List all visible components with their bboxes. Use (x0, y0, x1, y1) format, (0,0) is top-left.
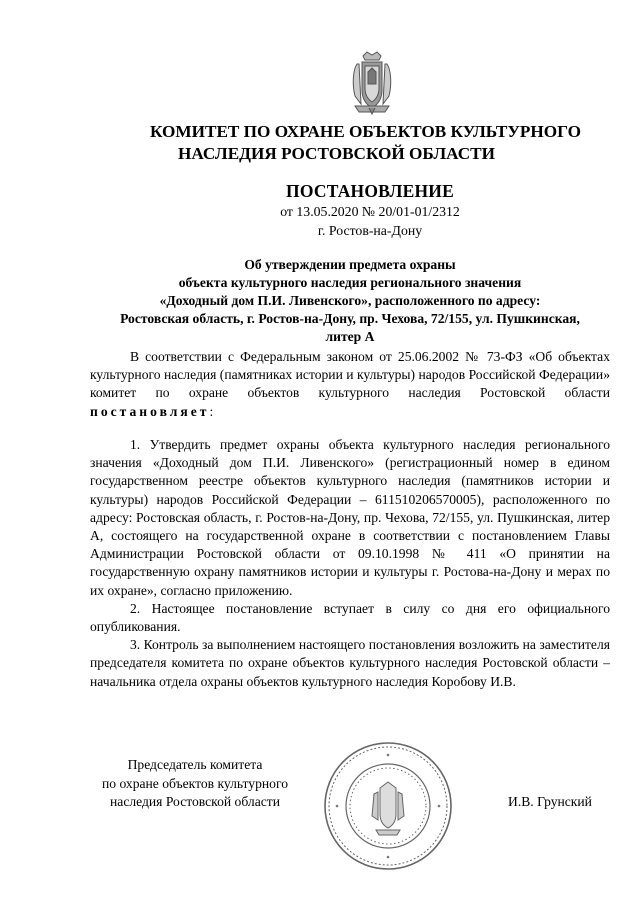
document-title: ПОСТАНОВЛЕНИЕ (286, 181, 454, 201)
resolution-item-3: 3. Контроль за выполнением настоящего постановления возложить на заместителя председателя комитета по охране объектов культурного наследия Ростовской области – начальника отдела охраны объектов культурного наследия Коробову И.В. (90, 637, 610, 689)
subject-line: Об утверждении предмета охраны (244, 257, 456, 272)
signer-position-line: по охране объектов культурного (101, 775, 289, 791)
document-subject (90, 256, 610, 346)
coat-of-arms-icon (349, 50, 395, 116)
signer-position (80, 756, 310, 812)
signer-name: И.В. Грунский (508, 794, 592, 809)
committee-header (150, 121, 600, 165)
resolution-item-2: 2. Настоящее постановление вступает в силу со дня его официального опубликования. (90, 600, 610, 635)
resolves-colon: : (209, 403, 214, 419)
resolution-item-1: 1. Утвердить предмет охраны объекта культурного наследия регионального значения «Доходный дом П.И. Ливенского» (регистрационный номер в едином государственном реестре объектов культурного наследия (памятников истории и культуры) народов Российской Федерации – 611510206570005), расположенного по адресу: Ростовская область, г. Ростов-на-Дону, пр. Чехова, 72/155, ул. Пушкинская, литер А, состоящего на государственной охране в соответствии с постановлением Главы Администрации Ростовской области от 09.10.1998 № 411 «О принятии на государственную охрану памятников истории и культуры г. Ростова-на-Дону и мерах по их охране», согласно приложению. (90, 437, 610, 598)
subject-line: литер А (325, 329, 375, 344)
committee-name-line1: КОМИТЕТ ПО ОХРАНЕ ОБЪЕКТОВ КУЛЬТУРНОГО (150, 122, 582, 141)
intro-text: В соответствии с Федеральным законом от 25.06.2002 № 73-ФЗ «Об объектах культурного наследия (памятниках истории и культуры) народов Российской Федерации» комитет по охране объектов культурного наследия Ростовской области (90, 349, 610, 401)
document-city: г. Ростов-на-Дону (317, 223, 423, 238)
intro-paragraph (90, 348, 610, 421)
resolves-word: постановляет (90, 403, 210, 419)
signer-position-line: наследия Ростовской области (110, 794, 280, 809)
subject-line: Ростовская область, г. Ростов-на-Дону, пр. Чехова, 72/155, ул. Пушкинская, (120, 311, 580, 326)
document-number-date: от 13.05.2020 № 20/01-01/2312 (280, 204, 460, 219)
signer-position-line: Председатель комитета (127, 757, 263, 772)
committee-name-line2: НАСЛЕДИЯ РОСТОВСКОЙ ОБЛАСТИ (178, 144, 495, 163)
resolution-items (90, 436, 610, 691)
official-seal-icon (322, 740, 454, 872)
subject-line: «Доходный дом П.И. Ливенского», расположенного по адресу: (159, 293, 541, 308)
subject-line: объекта культурного наследия регионального значения (178, 275, 522, 290)
document-meta (0, 202, 640, 240)
